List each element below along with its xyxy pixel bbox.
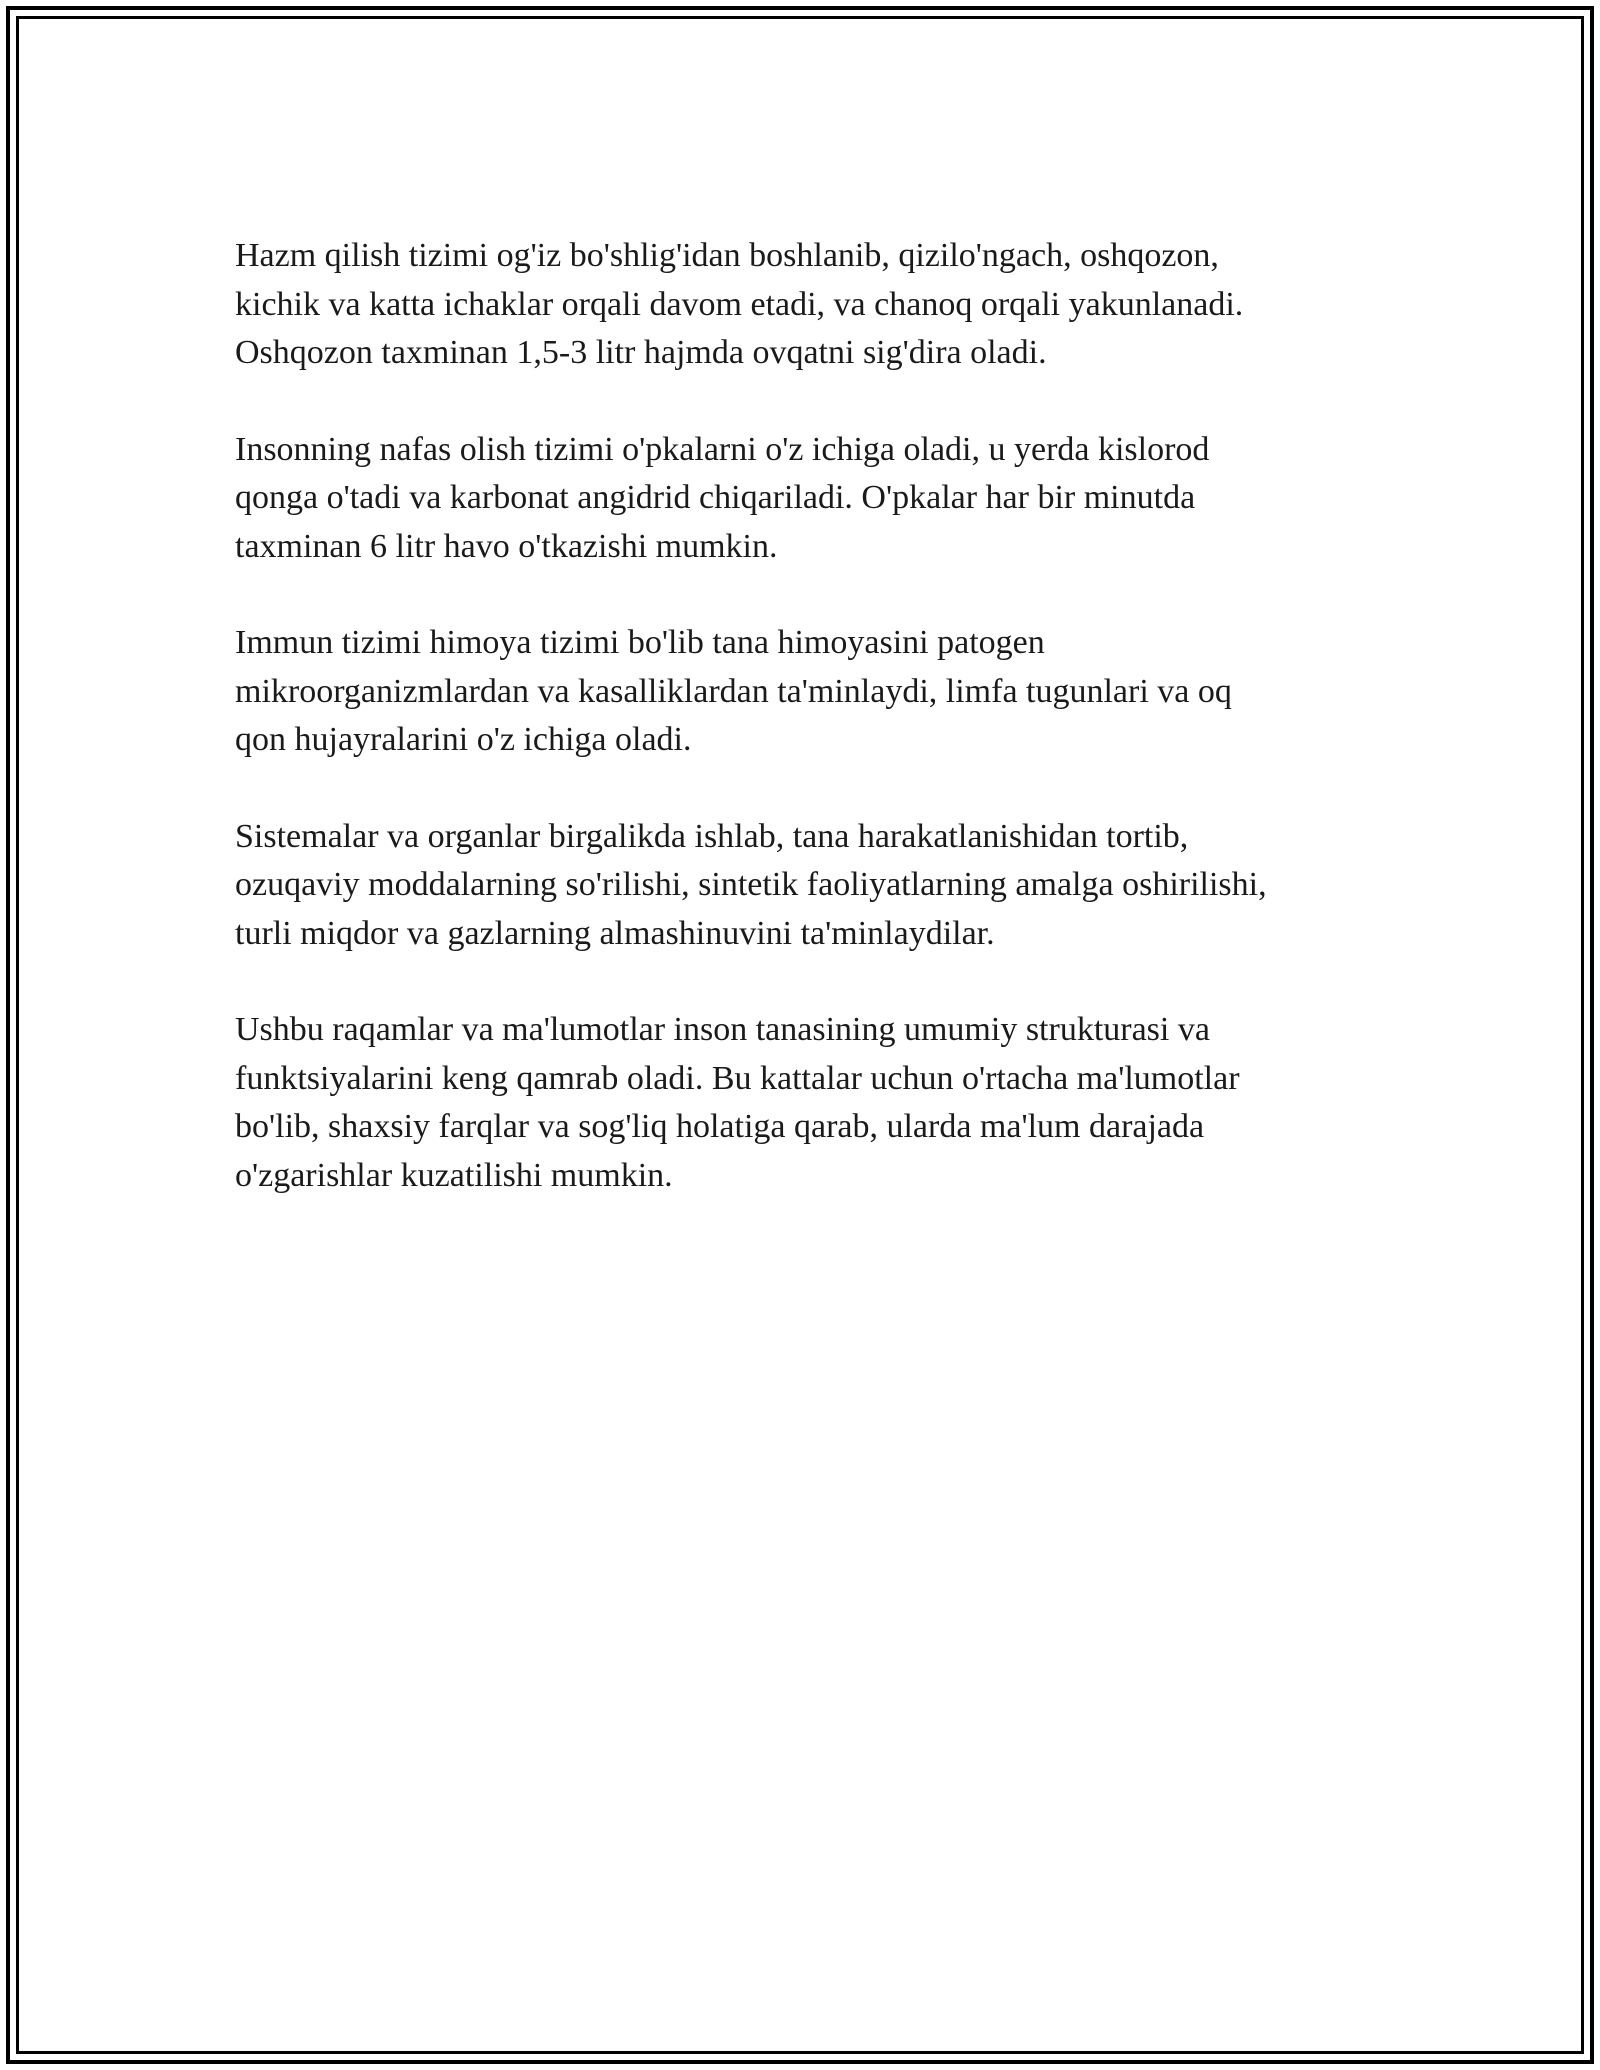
- text-line: Immun tizimi himoya tizimi bo'lib tana himoyasini patogen: [235, 624, 1045, 661]
- text-line: Oshqozon taxminan 1,5-3 litr hajmda ovqatni sig'dira oladi.: [235, 334, 1047, 371]
- text-line: qonga o'tadi va karbonat angidrid chiqariladi. O'pkalar har bir minutda: [235, 479, 1196, 516]
- document-body: [235, 232, 1375, 1248]
- text-line: ozuqaviy moddalarning so'rilishi, sintetik faoliyatlarning amalga oshirilishi,: [235, 866, 1267, 903]
- text-line: turli miqdor va gazlarning almashinuvini ta'minlaydilar.: [235, 914, 995, 952]
- paragraph-digestive-system: [235, 232, 1375, 378]
- paragraph-respiratory-system: [235, 426, 1375, 572]
- paragraph-summary: [235, 1006, 1375, 1200]
- text-line: Insonning nafas olish tizimi o'pkalarni o'z ichiga oladi, u yerda kislorod: [235, 430, 1210, 468]
- paragraph-immune-system: [235, 619, 1375, 765]
- text-line: Ushbu raqamlar va ma'lumotlar inson tanasining umumiy strukturasi va: [235, 1011, 1210, 1048]
- text-line: o'zgarishlar kuzatilishi mumkin.: [235, 1156, 673, 1194]
- text-line: funktsiyalarini keng qamrab oladi. Bu kattalar uchun o'rtacha ma'lumotlar: [235, 1059, 1240, 1097]
- text-line: bo'lib, shaxsiy farqlar va sog'liq holatiga qarab, ularda ma'lum darajada: [235, 1108, 1205, 1145]
- text-line: mikroorganizmlardan va kasalliklardan ta'minlaydi, limfa tugunlari va oq: [235, 672, 1232, 710]
- paragraph-systems-and-organs: [235, 813, 1375, 959]
- text-line: taxminan 6 litr havo o'tkazishi mumkin.: [235, 527, 778, 565]
- text-line: qon hujayralarini o'z ichiga oladi.: [235, 721, 692, 758]
- text-line: Hazm qilish tizimi og'iz bo'shlig'idan boshlanib, qizilo'ngach, oshqozon,: [235, 237, 1219, 274]
- text-line: kichik va katta ichaklar orqali davom etadi, va chanoq orqali yakunlanadi.: [235, 285, 1244, 323]
- text-line: Sistemalar va organlar birgalikda ishlab, tana harakatlanishidan tortib,: [235, 817, 1189, 855]
